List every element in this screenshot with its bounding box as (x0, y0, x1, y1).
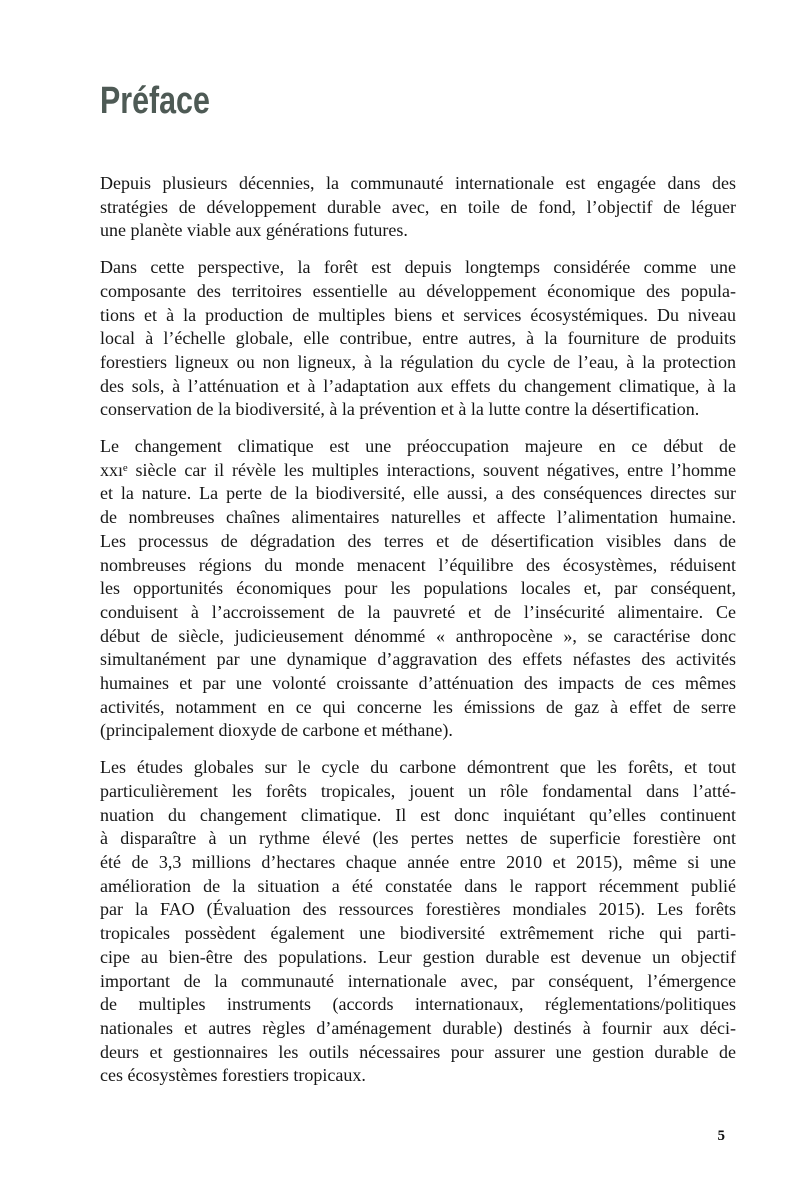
text-line: simultanément par une dynamique d’aggravation des effets néfastes des activités (100, 649, 736, 670)
text-line: stratégies de développement durable avec, en toile de fond, l’objectif de léguer (100, 196, 736, 217)
text-line: tropicales possèdent également une biodiversité extrêmement riche qui parti- (100, 923, 736, 944)
text-line: ces écosystèmes forestiers tropicaux. (100, 1065, 366, 1086)
paragraph (100, 756, 736, 1088)
text-line: été de 3,3 millions d’hectares chaque année entre 2010 et 2015), même si une (100, 851, 736, 872)
text-line: Dans cette perspective, la forêt est depuis longtemps considérée comme une (100, 257, 736, 278)
text-line: début de siècle, judicieusement dénommé « anthropocène », se caractérise donc (100, 625, 736, 646)
paragraph (100, 435, 736, 743)
page-title: Préface (100, 80, 210, 122)
text-line: Les processus de dégradation des terres et de désertification visibles dans de (100, 530, 736, 551)
text-line: Les études globales sur le cycle du carbone démontrent que les forêts, et tout (100, 757, 736, 778)
text-line: des sols, à l’atténuation et à l’adaptation aux effets du changement climatique, à la (100, 375, 736, 396)
text-line: humaines et par une volonté croissante d’atténuation des impacts de ces mêmes (100, 673, 736, 694)
body-text (100, 172, 736, 1088)
text-line: forestiers ligneux ou non ligneux, à la régulation du cycle de l’eau, à la protection (100, 351, 736, 372)
paragraph (100, 256, 736, 422)
text-line: Le changement climatique est une préoccupation majeure en ce début de (100, 436, 736, 457)
text-line: tions et à la production de multiples biens et services écosystémiques. Du niveau (100, 304, 736, 325)
text-line: particulièrement les forêts tropicales, jouent un rôle fondamental dans l’atté- (100, 780, 736, 801)
text-line: Depuis plusieurs décennies, la communauté internationale est engagée dans des (100, 173, 736, 193)
text-line: xxıᵉ siècle car il révèle les multiples interactions, souvent négatives, entre l’homme (100, 459, 736, 480)
text-line: et la nature. La perte de la biodiversité, elle aussi, a des conséquences directes sur (100, 483, 736, 504)
text-line: nationales et autres règles d’aménagement durable) destinés à fournir aux déci- (100, 1017, 736, 1038)
text-line: (principalement dioxyde de carbone et méthane). (100, 720, 453, 741)
text-line: les opportunités économiques pour les populations locales et, par conséquent, (100, 578, 736, 599)
text-line: conservation de la biodiversité, à la prévention et à la lutte contre la désertification. (100, 399, 700, 420)
text-line: important de la communauté internationale avec, par conséquent, l’émergence (100, 970, 736, 991)
text-line: deurs et gestionnaires les outils nécessaires pour assurer une gestion durable de (100, 1041, 736, 1062)
text-line: nuation du changement climatique. Il est donc inquiétant qu’elles continuent (100, 804, 736, 825)
text-line: nombreuses régions du monde menacent l’équilibre des écosystèmes, réduisent (100, 554, 736, 575)
text-line: conduisent à l’accroissement de la pauvreté et de l’insécurité alimentaire. Ce (100, 601, 736, 622)
text-line: local à l’échelle globale, elle contribue, entre autres, à la fourniture de produits (100, 328, 736, 349)
text-line: à disparaître à un rythme élevé (les pertes nettes de superficie forestière ont (100, 828, 736, 849)
paragraph (100, 172, 736, 243)
text-line: activités, notamment en ce qui concerne les émissions de gaz à effet de serre (100, 696, 736, 717)
text-line: cipe au bien-être des populations. Leur gestion durable est devenue un objectif (100, 946, 736, 967)
text-line: par la FAO (Évaluation des ressources forestières mondiales 2015). Les forêts (100, 899, 736, 920)
text-line: composante des territoires essentielle au développement économique des popula- (100, 280, 736, 301)
text-line: amélioration de la situation a été constatée dans le rapport récemment publié (100, 875, 736, 896)
text-line: de multiples instruments (accords internationaux, réglementations/politiques (100, 994, 736, 1015)
page-number: 5 (717, 1128, 725, 1144)
text-line: une planète viable aux générations futures. (100, 220, 408, 241)
text-line: de nombreuses chaînes alimentaires naturelles et affecte l’alimentation humaine. (100, 507, 736, 528)
